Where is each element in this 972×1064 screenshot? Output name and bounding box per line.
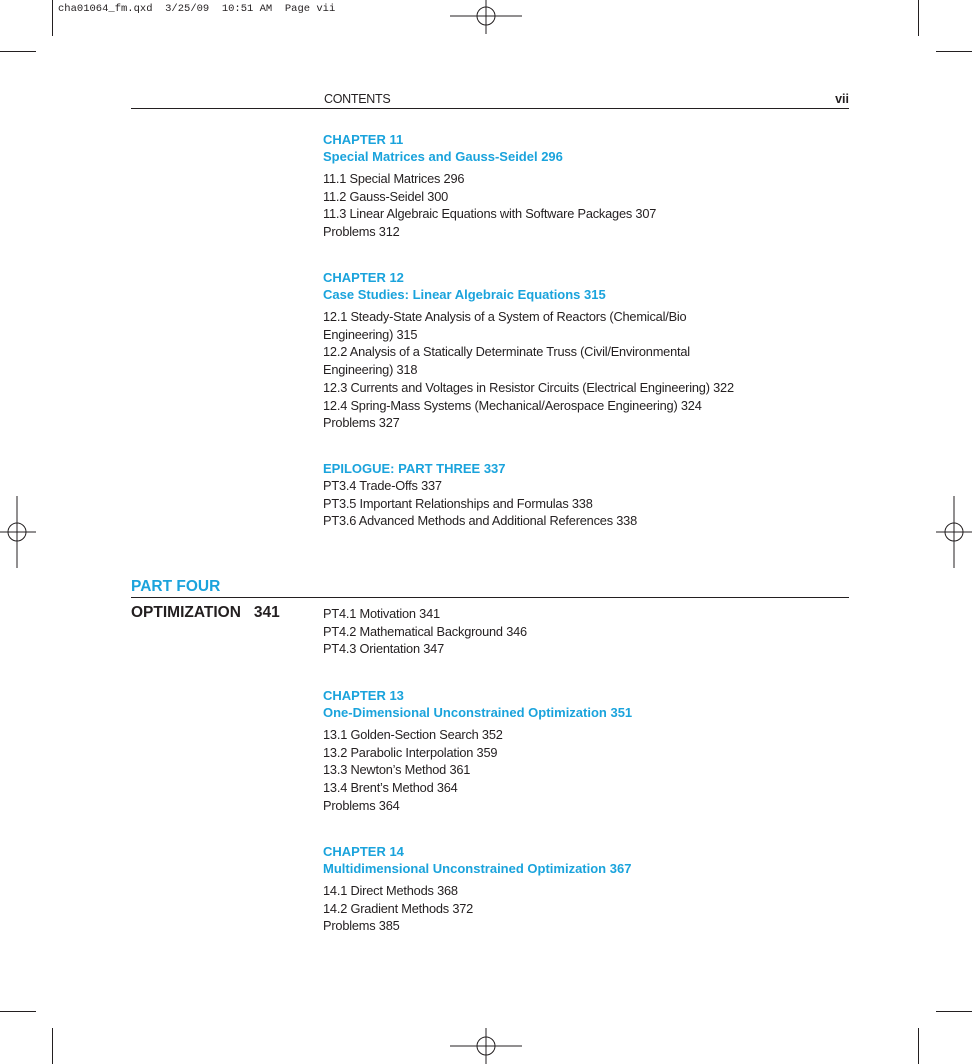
toc-entry: 12.3 Currents and Voltages in Resistor Circuits (Electrical Engineering) 322 — [323, 379, 734, 395]
chapter-label: CHAPTER 13 — [323, 688, 404, 703]
registration-mark-right — [936, 496, 972, 568]
part-title: OPTIMIZATION 341 — [131, 604, 280, 621]
chapter-13-block — [323, 687, 843, 815]
toc-entry: Problems 327 — [323, 415, 400, 431]
toc-entry: 11.1 Special Matrices 296 — [323, 171, 465, 186]
toc-entry: Problems 385 — [323, 918, 400, 934]
page-number: vii — [835, 92, 849, 106]
toc-entry: Problems 312 — [323, 224, 400, 240]
toc-entry: 14.1 Direct Methods 368 — [323, 883, 458, 898]
part-label: PART FOUR — [131, 578, 221, 595]
chapter-title: One-Dimensional Unconstrained Optimization 351 — [323, 705, 633, 720]
registration-mark-top — [450, 0, 522, 36]
chapter-label: CHAPTER 14 — [323, 844, 404, 859]
crop-mark — [0, 1011, 36, 1012]
chapter-14-block — [323, 843, 843, 935]
chapter-title: Case Studies: Linear Algebraic Equations 315 — [323, 287, 606, 302]
crop-mark — [936, 51, 972, 52]
printer-slug: cha01064_fm.qxd 3/25/09 10:51 AM Page vii — [58, 3, 336, 15]
crop-mark — [918, 1028, 919, 1064]
toc-entry: PT4.2 Mathematical Background 346 — [323, 623, 527, 639]
toc-entry: 14.2 Gradient Methods 372 — [323, 900, 474, 916]
part-four-intro-block — [323, 605, 843, 658]
toc-entry: 11.2 Gauss-Seidel 300 — [323, 188, 449, 204]
epilogue-title: EPILOGUE: PART THREE 337 — [323, 461, 506, 476]
toc-entry: PT4.1 Motivation 341 — [323, 606, 440, 621]
toc-entry: 13.1 Golden-Section Search 352 — [323, 727, 503, 742]
registration-mark-bottom — [450, 1028, 522, 1064]
epilogue-part-three-block — [323, 460, 843, 530]
toc-entry: 12.1 Steady-State Analysis of a System of Reactors (Chemical/Bio — [323, 309, 687, 324]
toc-entry: 13.4 Brent’s Method 364 — [323, 780, 458, 796]
chapter-12-block — [323, 269, 843, 432]
toc-entry: PT4.3 Orientation 347 — [323, 641, 445, 657]
toc-entry: 12.2 Analysis of a Statically Determinate Truss (Civil/Environmental — [323, 344, 690, 360]
registration-mark-left — [0, 496, 36, 568]
running-header — [131, 91, 849, 109]
chapter-label: CHAPTER 11 — [323, 132, 404, 147]
crop-mark — [936, 1011, 972, 1012]
toc-entry-continuation: Engineering) 315 — [323, 326, 418, 342]
toc-entry: 13.3 Newton’s Method 361 — [323, 762, 471, 778]
part-divider — [131, 597, 849, 598]
toc-entry: Problems 364 — [323, 797, 400, 813]
chapter-title: Special Matrices and Gauss-Seidel 296 — [323, 149, 563, 164]
crop-mark — [918, 0, 919, 36]
toc-entry: 13.2 Parabolic Interpolation 359 — [323, 744, 498, 760]
toc-entry: 11.3 Linear Algebraic Equations with Software Packages 307 — [323, 206, 657, 222]
toc-entry-continuation: Engineering) 318 — [323, 362, 418, 378]
toc-entry: PT3.5 Important Relationships and Formulas 338 — [323, 495, 593, 511]
chapter-label: CHAPTER 12 — [323, 270, 404, 285]
crop-mark — [52, 1028, 53, 1064]
chapter-11-block — [323, 131, 843, 241]
crop-mark — [52, 0, 53, 36]
toc-entry: PT3.6 Advanced Methods and Additional References 338 — [323, 513, 638, 529]
crop-mark — [0, 51, 36, 52]
header-title: CONTENTS — [324, 92, 391, 106]
toc-entry: 12.4 Spring-Mass Systems (Mechanical/Aerospace Engineering) 324 — [323, 397, 702, 413]
chapter-title: Multidimensional Unconstrained Optimization 367 — [323, 861, 632, 876]
toc-entry: PT3.4 Trade-Offs 337 — [323, 478, 442, 493]
